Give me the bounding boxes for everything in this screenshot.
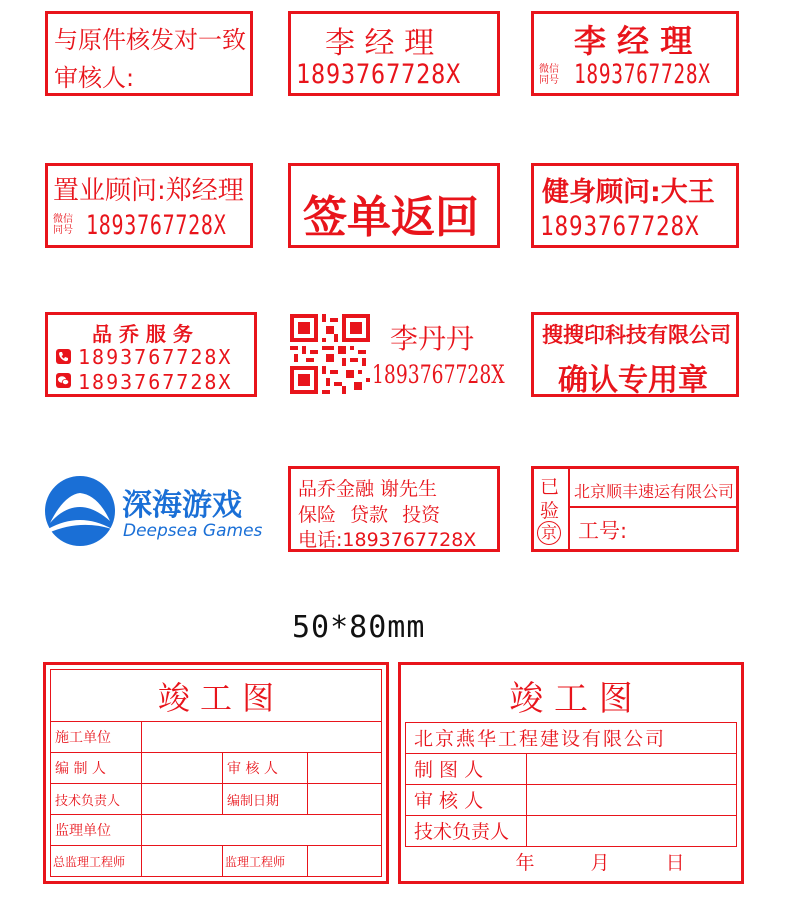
stamp-consultant-zheng [45,163,253,248]
value-compiler [142,753,223,784]
label-supervisor: 监理工程师 [223,846,308,877]
logo-chinese-name: 深海游戏 [122,488,242,523]
stamp-job-number: 工号: [578,519,628,543]
deepsea-logo-icon [44,475,116,547]
form-table [405,669,737,877]
value-supervisor [308,846,382,877]
stamp-line-1: 品乔金融 谢先生 [298,478,438,500]
stamp-line-2: 审核人: [54,64,135,92]
size-label: 50*80mm [292,610,426,645]
value-tech-lead [142,784,223,815]
stamp-company: 北京顺丰速运有限公司 [574,482,735,501]
value-compile-date [308,784,382,815]
value-reviewer [308,753,382,784]
value-reviewer [527,784,737,815]
value-supervision-unit [142,815,382,846]
form-table [50,669,382,877]
stamp-sign-return [288,163,500,248]
form-title: 竣 工 图 [406,669,737,723]
stamp-manager-li [288,11,500,96]
label-compiler: 编 制 人 [51,753,142,784]
label-drafter: 制 图 人 [406,753,527,784]
stamp-name: 李 经 理 [574,22,693,60]
stamp-line-1: 与原件核发对一致 [54,26,246,54]
stamp-title: 置业顾问:郑经理 [53,176,244,206]
form-company: 北京燕华工程建设有限公司 [406,723,737,754]
value-chief-supervisor [142,846,223,877]
stamp-company: 搜搜印科技有限公司 [542,323,731,347]
verified-mark-2: 验 [540,500,560,522]
logo-english-name: Deepsea Games [123,521,263,541]
stamp-name: 李丹丹 [390,322,475,355]
stamp-sf-express [531,466,739,552]
label-tech-lead: 技术负责人 [406,815,527,846]
stamp-sousou-confirm [531,312,739,397]
value-construction-unit [142,722,382,753]
value-drafter [527,753,737,784]
form-date: 年 月 日 [406,846,737,877]
stamp-li-dandan [288,312,503,397]
label-chief-supervisor: 总监理工程师 [51,846,142,877]
label-construction-unit: 施工单位 [51,722,142,753]
stamp-divider-h [569,506,736,508]
stamp-manager-li-wechat [531,11,739,96]
stamp-pinqiao-finance [288,466,500,552]
qr-code-icon [290,314,370,394]
value-tech-lead [527,815,737,846]
form-title: 竣 工 图 [51,670,382,722]
completion-form-right [398,662,744,884]
stamp-name: 李 经 理 [325,26,435,61]
label-tech-lead: 技术负责人 [51,784,142,815]
stamp-phone-2: 1893767728X [78,370,233,394]
wechat-same-label: 微信 同号 [53,214,73,236]
stamp-phone: 1893767728X [372,360,505,389]
verified-mark-3: 京 [537,521,561,545]
stamp-phone: 1893767728X [86,210,227,241]
label-supervision-unit: 监理单位 [51,815,142,846]
label-reviewer: 审 核 人 [406,784,527,815]
stamp-phone-1: 1893767728X [78,345,233,369]
stamp-fitness-consultant [531,163,739,248]
stamp-divider-v [568,469,570,549]
stamp-line-3: 电话:1893767728X [298,529,477,551]
stamp-phone: 1893767728X [296,59,462,90]
stamp-pinqiao-service [45,312,257,397]
stamp-line-2: 保险 贷款 投资 [298,504,441,526]
stamp-title: 品 乔 服 务 [92,322,193,346]
stamp-phone: 1893767728X [574,59,711,90]
wechat-same-label: 微信 同号 [539,64,559,86]
wechat-icon [56,373,71,388]
stamp-text: 签单返回 [303,192,479,243]
deepsea-logo [44,470,264,550]
label-reviewer: 审 核 人 [223,753,308,784]
verified-mark-1: 已 [540,476,560,498]
stamp-phone: 1893767728X [540,211,700,242]
stamp-title: 健身顾问:大王 [542,177,715,208]
stamp-purpose: 确认专用章 [558,363,708,398]
stamp-verification [45,11,253,96]
label-compile-date: 编制日期 [223,784,308,815]
phone-icon [56,349,71,364]
completion-form-left [43,662,389,884]
